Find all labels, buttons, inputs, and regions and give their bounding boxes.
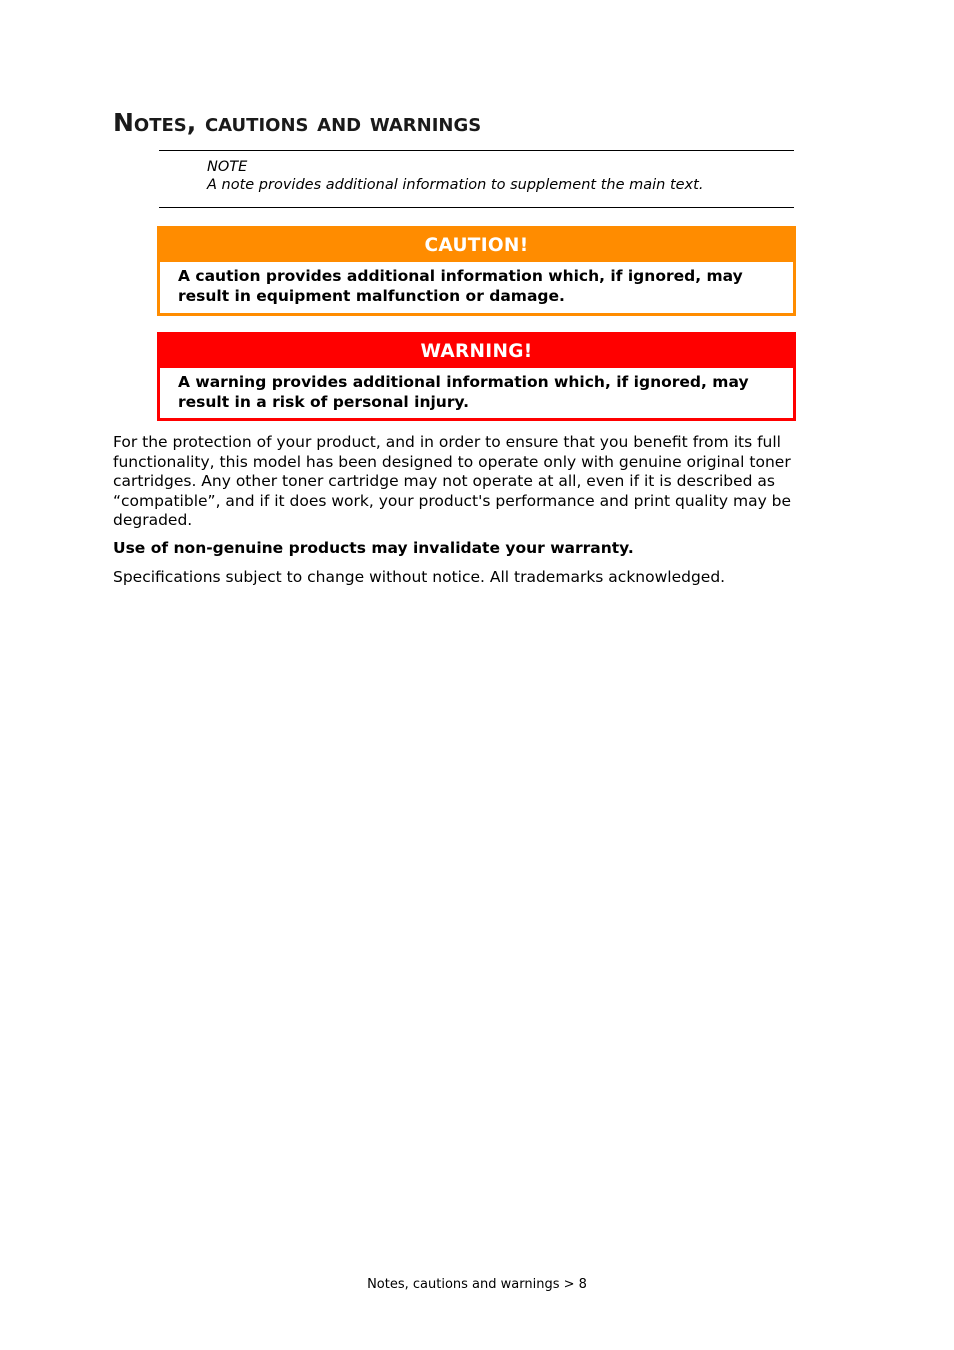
- page-footer: Notes, cautions and warnings > 8: [367, 1277, 587, 1292]
- specs-notice: Specifications subject to change without notice. All trademarks acknowledged.: [113, 568, 726, 586]
- warning-header: WARNING!: [160, 335, 793, 368]
- warranty-notice: Use of non-genuine products may invalidate your warranty.: [113, 539, 634, 557]
- caution-box: [157, 226, 796, 316]
- caution-header: CAUTION!: [160, 229, 793, 262]
- warning-box: [157, 332, 796, 421]
- page-title: Notes, cautions and warnings: [113, 108, 482, 137]
- protection-paragraph: For the protection of your product, and in order to ensure that you benefit from its full functionality, this model has been designed to operate only with genuine original toner cartridges. Any other toner cartridge may not operate at all, even if it is described as “compatible”, and if it does work, your product's performance and print quality may be degraded.: [113, 433, 792, 529]
- caution-text: A caution provides additional information which, if ignored, may result in equipment malfunction or damage.: [178, 267, 743, 305]
- note-text: A note provides additional information to supplement the main text.: [207, 177, 704, 193]
- note-label: NOTE: [207, 159, 248, 175]
- warning-text: A warning provides additional information which, if ignored, may result in a risk of personal injury.: [178, 373, 749, 411]
- note-box: [159, 150, 794, 208]
